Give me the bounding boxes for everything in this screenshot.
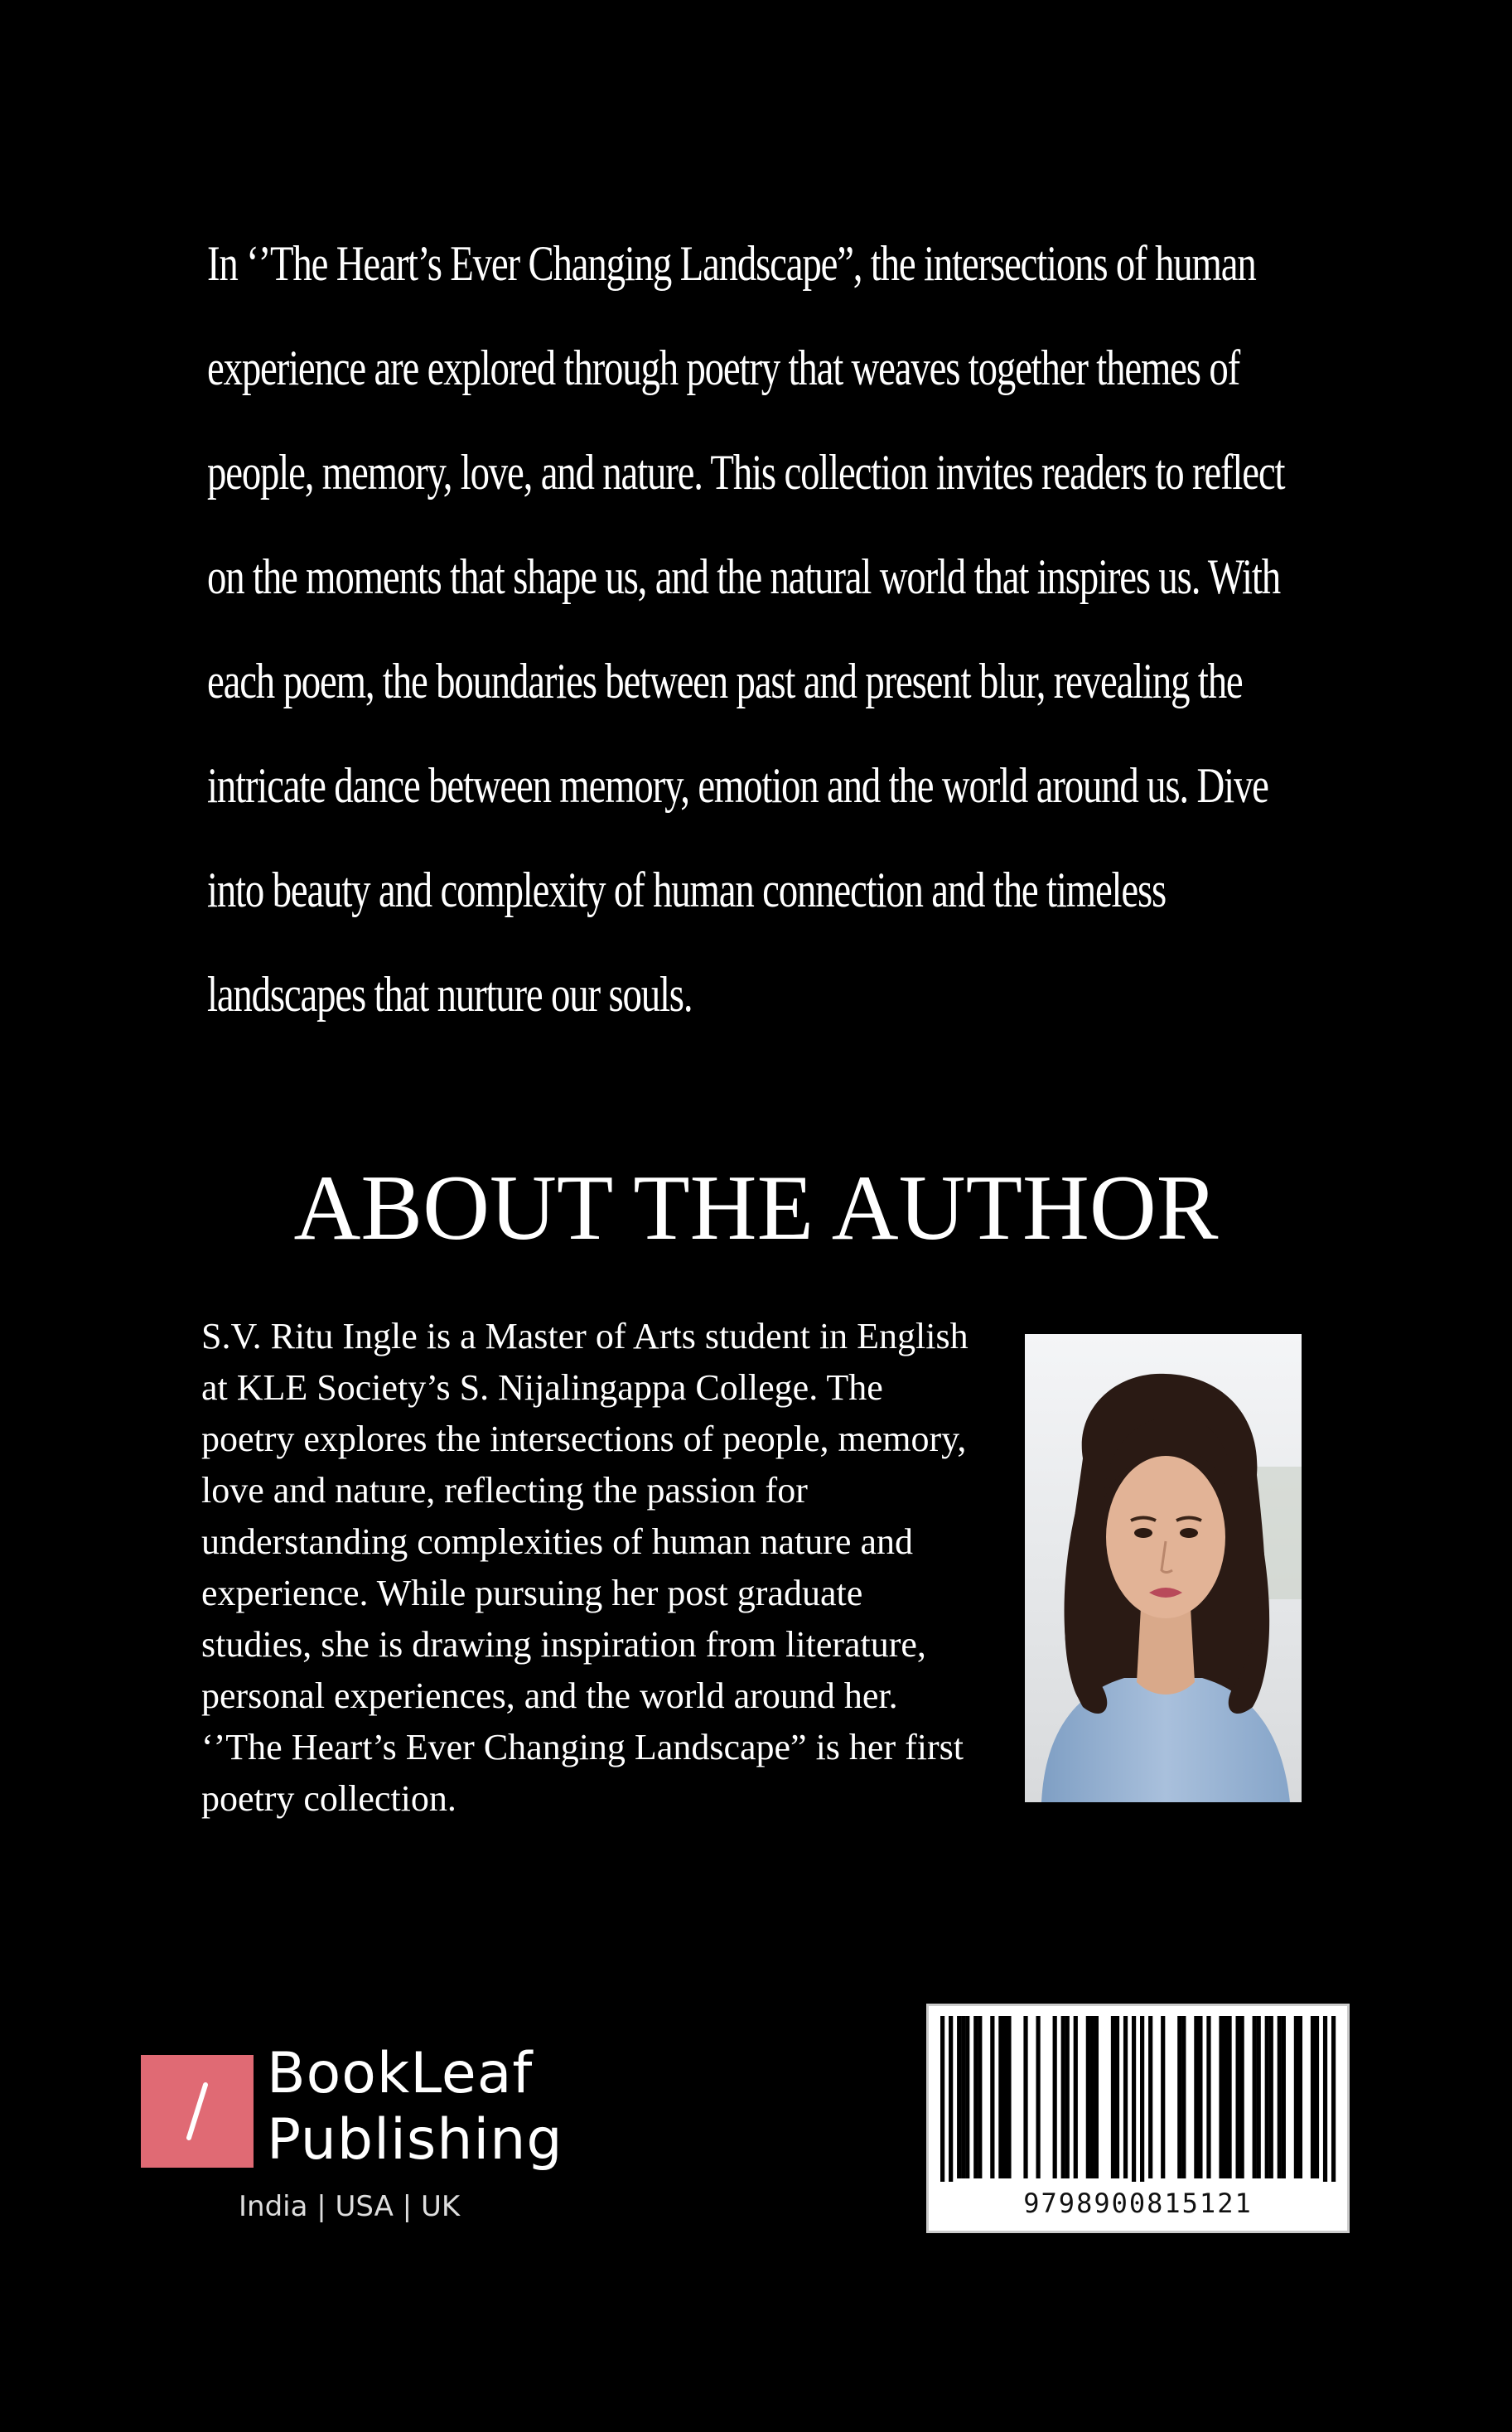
book-blurb: In ‘’The Heart’s Ever Changing Landscape”, the intersections of human experience are explored through poetry that weaves together themes of people, memory, love, and nature. This collection invites readers to reflect on the moments that shape us, and the natural world that inspires us. With each poem, the boundaries between past and present blur, revealing the intricate dance between memory, emotion and the world around us. Dive into beauty and complexity of human connection and the timeless landscapes that nurture our souls. xyxy=(207,236,1285,1022)
barcode-bar xyxy=(1235,2016,1239,2178)
publisher-regions: India | USA | UK xyxy=(239,2190,461,2223)
barcode-bar xyxy=(1132,2016,1136,2182)
barcode-bar xyxy=(1278,2016,1282,2178)
publisher-name xyxy=(267,2041,563,2173)
publisher-name-line2: Publishing xyxy=(267,2107,563,2173)
barcode-bar xyxy=(1181,2016,1186,2178)
barcode-bar xyxy=(1253,2016,1257,2178)
barcode-bar xyxy=(1227,2016,1231,2178)
author-bio: S.V. Ritu Ingle is a Master of Arts student in English at KLE Society’s S. Nijalingappa College. The poetry explores the intersections of people, memory, love and nature, reflecting the passion for understanding complexities of human nature and experience. While pursuing her post graduate studies, she is drawing inspiration from literature, personal experiences, and the world around her. ‘’The Heart’s Ever Changing Landscape” is her first poetry collection. xyxy=(201,1316,969,1819)
barcode-bar xyxy=(957,2016,961,2178)
barcode-bar xyxy=(1065,2016,1070,2178)
barcode-bar xyxy=(1161,2016,1165,2178)
barcode-bar xyxy=(1053,2016,1057,2178)
isbn-number: 9798900815121 xyxy=(1023,2188,1253,2219)
barcode-bar xyxy=(1123,2016,1128,2178)
barcode-bar xyxy=(1194,2016,1198,2178)
barcode-bar xyxy=(1265,2016,1269,2178)
barcode-bar xyxy=(1198,2016,1202,2178)
barcode-bar xyxy=(1061,2016,1065,2178)
barcode-bar xyxy=(1115,2016,1119,2178)
barcode-bar xyxy=(978,2016,982,2178)
barcode-bar xyxy=(1269,2016,1273,2178)
barcode-bar xyxy=(1007,2016,1011,2178)
author-photo xyxy=(1025,1334,1302,1802)
barcode-bar xyxy=(1240,2016,1244,2178)
barcode-bar xyxy=(990,2016,994,2178)
barcode-bar xyxy=(1148,2016,1152,2178)
barcode-bar xyxy=(1323,2016,1327,2182)
barcode-bar xyxy=(1315,2016,1319,2178)
barcode-bar xyxy=(1002,2016,1007,2178)
bookleaf-logo-icon xyxy=(141,2055,254,2168)
barcode-bar xyxy=(1311,2016,1315,2178)
barcode-bar xyxy=(1086,2016,1090,2178)
barcode-bar xyxy=(1206,2016,1210,2178)
barcode-bar xyxy=(1023,2016,1027,2178)
barcode-bar xyxy=(1090,2016,1094,2178)
isbn-barcode xyxy=(926,2004,1350,2233)
barcode-bar xyxy=(1074,2016,1078,2178)
barcode-bar xyxy=(1094,2016,1099,2178)
barcode-bars xyxy=(929,2006,1347,2184)
barcode-bar xyxy=(973,2016,978,2178)
barcode-bar xyxy=(1140,2016,1144,2182)
barcode-bar xyxy=(1331,2016,1336,2182)
barcode-bar xyxy=(940,2016,944,2182)
barcode-bar xyxy=(965,2016,969,2178)
barcode-bar xyxy=(998,2016,1002,2178)
barcode-bar xyxy=(1223,2016,1227,2178)
barcode-bar xyxy=(1294,2016,1298,2178)
barcode-bar xyxy=(1257,2016,1261,2178)
publisher-name-line1: BookLeaf xyxy=(267,2041,534,2106)
barcode-bar xyxy=(961,2016,965,2178)
about-author-heading: ABOUT THE AUTHOR xyxy=(293,1157,1219,1260)
barcode-bar xyxy=(1219,2016,1223,2178)
barcode-bar xyxy=(1177,2016,1181,2178)
barcode-bar xyxy=(1111,2016,1115,2178)
barcode-bar xyxy=(1282,2016,1286,2178)
barcode-bar xyxy=(1036,2016,1040,2178)
barcode-bar xyxy=(949,2016,953,2182)
barcode-bar xyxy=(1298,2016,1302,2178)
